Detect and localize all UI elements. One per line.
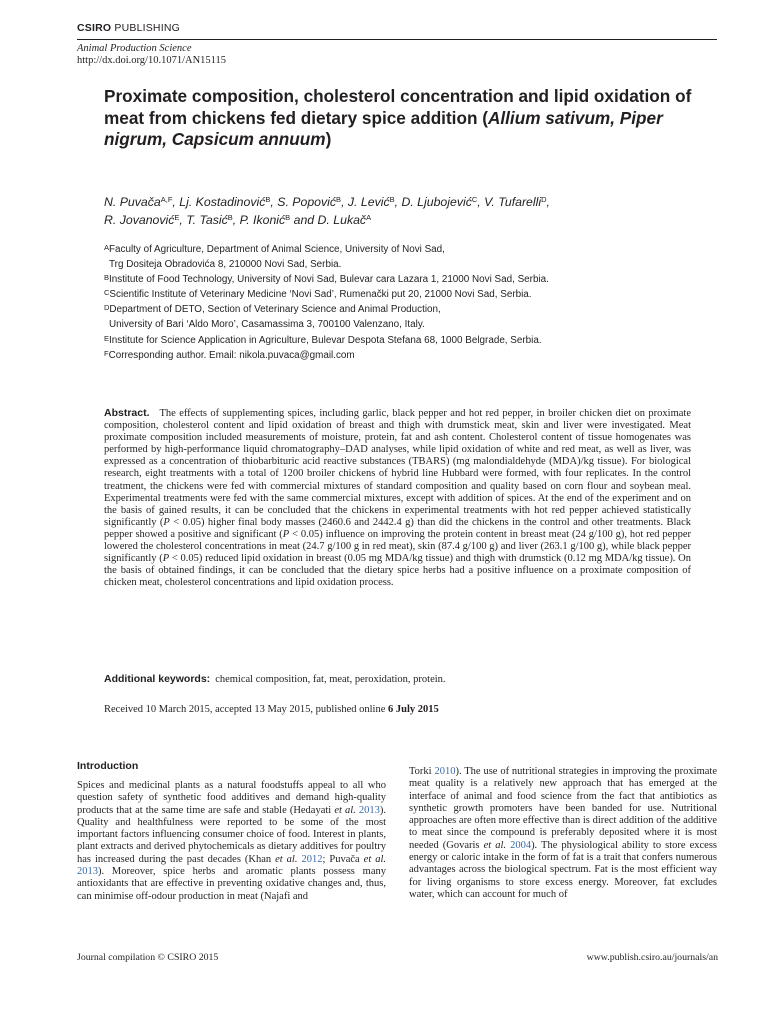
citation-link[interactable]: 2004 <box>510 839 532 851</box>
publisher-bold: CSIRO <box>77 22 112 34</box>
body-text: et al. <box>483 839 506 851</box>
affiliation <box>104 302 704 317</box>
section-heading: Introduction <box>77 760 139 772</box>
author-separator: , <box>270 195 278 209</box>
affiliation-mark: F <box>104 348 109 358</box>
affiliation-line: Institute for Science Application in Agriculture, Bulevar Despota Stefana 68, 1000 Belgrade, Serbia. <box>109 334 542 346</box>
affiliation-mark: C <box>104 288 110 298</box>
received-dates <box>104 703 439 716</box>
affiliation-list <box>104 242 704 363</box>
body-text: ). Quality and healthfulness were reported to be some of the most important factors influencing consumer choice of food. Interest in plants, plant extracts and derived phytochemicals as dietary additives for poultry has increased during the past decades (Khan <box>77 804 386 865</box>
footer-copyright: Journal compilation © CSIRO 2015 <box>77 952 219 963</box>
author-affiliation-mark: B <box>336 195 342 204</box>
abstract <box>104 407 691 589</box>
body-text: ). The use of nutritional strategies in improving the proximate meat quality is a relatively new approach that has emerged at the interface of animal and food science from the fact that antibiotics as synthetic growth promoters have been banded for use. Nutritional approaches are often more effective than is direct addition of the additive to meat since the compound is preferably deposited where it is most needed (Govaris <box>409 766 717 851</box>
author-affiliation-mark: B <box>285 213 291 222</box>
affiliation-mark: E <box>104 333 110 343</box>
published-date: 6 July 2015 <box>388 704 439 715</box>
abstract-text: The effects of supplementing spices, including garlic, black pepper and hot red pepper, in broiler chicken diet on proximate composition, cholesterol content and lipid oxidation of breast and thigh with drumstick meat, skin and liver were investigated. Meat proximate composition included measurements of moisture, protein, fat and ash content. Cholesterol content of tissue homogenates was performed by high-performance liquid chromatography–DAD analyses, while lipid oxidation of white and red meat, as well as liver, was expressed as a concentration of thiobarbituric acid reactive substances (TBARS) (mg malondialdehyde (MDA)/kg tissue). For biological research, eight treatments with a total of 1200 broiler chickens of hybrid line Hubbard were formed, with four replicates. In the control treatment, the chickens were fed with commercial mixtures of standard composition and quality based on corn flour and soybean meal. Experimental treatments were fed with the same commercial mixtures, except with addition of spices. At the end of the experiment and on the basis of gained results, it can be concluded that the chickens in experimental treatments with hot red pepper achieved statistically significantly (P < 0.05) higher final body masses (2460.6 and 2442.4 g) than did the chickens in the control and other treatments. Black pepper showed a positive and significant (P < 0.05) influence on improving the protein content in breast meat (24 g/100 g), hot red pepper lowered the cholesterol concentrations in meat (24.7 g/100 g in red meat), skin (87.4 g/100 g) and liver (263.1 g/100 g), while black pepper significantly (P < 0.05) reduced lipid oxidation in breast (0.05 mg MDA/kg tissue) and thigh with drumstick (0.12 mg MDA/kg tissue). On the basis of obtained findings, it can be concluded that the dietary spice herbs had a positive influence on a proximate composition of chicken meat, cholesterol concentrations and lipid oxidation process. <box>104 408 691 589</box>
journal-name: Animal Production Science <box>77 43 192 54</box>
affiliation-line: Department of DETO, Section of Veterinary Science and Animal Production, <box>109 304 441 316</box>
affiliation-mark: A <box>104 243 110 252</box>
body-text: et al. <box>363 853 387 865</box>
author-name: Lj. Kostadinović <box>179 195 266 209</box>
citation-link[interactable]: 2010 <box>434 766 456 777</box>
intro-column-right <box>409 766 717 901</box>
footer-url[interactable]: www.publish.csiro.au/journals/an <box>586 952 718 963</box>
body-text: ; Puvača <box>322 853 364 865</box>
author-affiliation-mark: B <box>227 213 233 222</box>
author-name: N. Puvača <box>104 195 161 209</box>
body-text: Spices and medicinal plants as a natural foodstuffs appeal to all who question safety of synthetic food additives and demand high-quality products that at the same time are safe and stable (Hedayati <box>77 780 386 816</box>
doi-link[interactable]: http://dx.doi.org/10.1071/AN15115 <box>77 55 227 66</box>
author-name: D. Ljubojević <box>401 195 472 209</box>
body-text: et al. <box>275 853 298 865</box>
author-affiliation-mark: A,F <box>160 195 173 204</box>
author-name: J. Lević <box>347 195 390 209</box>
keywords-label: Additional keywords: <box>104 673 211 685</box>
affiliation-mark: B <box>104 273 110 283</box>
abstract-label: Abstract. <box>104 407 150 419</box>
body-text: ). The physiological ability to store excess energy or caloric intake in the form of fat is a trait that confers numerous advantages across the biological spectrum. Fat is the most efficient way for living organisms to store excess energy. Moreover, fat excludes water, which can account for much of <box>409 839 717 900</box>
title-close: ) <box>325 129 332 149</box>
author-affiliation-mark: E <box>174 213 180 222</box>
publisher-name <box>77 22 180 34</box>
intro-column-left <box>77 780 386 903</box>
author-name: S. Popović <box>277 195 337 209</box>
affiliation-mark: D <box>104 303 110 313</box>
affiliation <box>104 242 704 257</box>
header-rule <box>77 39 717 40</box>
author-affiliation-mark: B <box>389 195 395 204</box>
body-text: Torki <box>409 766 435 777</box>
affiliation-line: Corresponding author. Email: nikola.puvaca@gmail.com <box>108 349 355 361</box>
author-affiliation-mark: A <box>366 213 372 222</box>
author-name: T. Tasić <box>186 213 228 227</box>
paper-title <box>104 86 714 151</box>
affiliation-line: Trg Dositeja Obradovića 8, 210000 Novi Sad, Serbia. <box>109 259 342 271</box>
author-list <box>104 193 704 229</box>
author-name: D. Lukač <box>317 213 367 227</box>
affiliation-line: Institute of Food Technology, University of Novi Sad, Bulevar cara Lazara 1, 21000 Novi Sad, Serbia. <box>109 274 549 286</box>
author-separator: , <box>232 213 240 227</box>
affiliation <box>104 287 704 302</box>
author-separator: , <box>172 195 180 209</box>
received-text: Received 10 March 2015, accepted 13 May 2015, published online <box>104 704 389 715</box>
affiliation-line: Scientific Institute of Veterinary Medicine ‘Novi Sad’, Rumenački put 20, 21000 Novi Sad, Serbia. <box>109 289 532 301</box>
author-affiliation-mark: B <box>265 195 271 204</box>
author-separator: , <box>394 195 402 209</box>
affiliation <box>104 333 704 348</box>
body-text: et al. <box>334 804 356 816</box>
author-name: R. Jovanović <box>104 213 175 227</box>
author-separator: , <box>477 195 485 209</box>
author-affiliation-mark: D <box>541 195 547 204</box>
title-species: Allium sativum, Piper nigrum, Capsicum annuum <box>104 107 663 149</box>
author-name: V. Tufarelli <box>484 195 542 209</box>
affiliation-line: Faculty of Agriculture, Department of Animal Science, University of Novi Sad, <box>109 244 445 255</box>
affiliation-line: University of Bari ‘Aldo Moro’, Casamassima 3, 700100 Valenzano, Italy. <box>109 319 425 331</box>
body-text: ). Moreover, spice herbs and aromatic plants possess many antioxidants that are effective in preventing oxidative changes and, thus, can minimise off-odour production in meat (Najafi and <box>77 866 386 902</box>
author-separator: , <box>179 213 187 227</box>
citation-link[interactable]: 2013 <box>358 804 380 816</box>
author-separator: , <box>341 195 348 209</box>
keywords-text: chemical composition, fat, meat, peroxidation, protein. <box>215 674 446 685</box>
citation-link[interactable]: 2012 <box>301 853 323 865</box>
affiliation <box>104 348 704 363</box>
author-affiliation-mark: C <box>471 195 478 204</box>
author-separator: and <box>290 213 318 227</box>
keywords <box>104 673 691 686</box>
author-name: P. Ikonić <box>239 213 286 227</box>
author-separator: , <box>546 195 550 209</box>
publisher-rest: PUBLISHING <box>111 22 180 34</box>
citation-link[interactable]: 2013 <box>77 866 98 878</box>
affiliation <box>104 272 704 287</box>
title-text: Proximate composition, cholesterol concentration and lipid oxidation of meat from chickens fed dietary spice addition ( <box>104 86 692 128</box>
